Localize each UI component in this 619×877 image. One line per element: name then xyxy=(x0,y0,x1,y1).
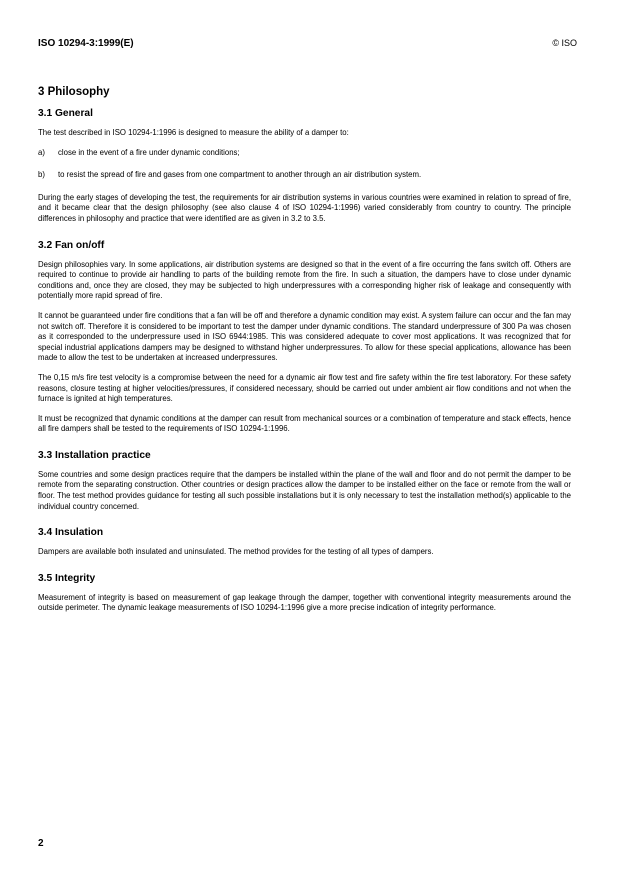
section-3-5-paragraph: Measurement of integrity is based on measurement of gap leakage through the damper, together with conventional integrity measurements around the outside perimeter. The dynamic leakage measurements of ISO 10294-1:1996 give a more precise indication of integrity performance. xyxy=(38,592,571,613)
section-3-2-paragraph-3: The 0,15 m/s fire test velocity is a compromise between the need for a dynamic air flow test and fire safety within the fire test laboratory. For these safety reasons, closure testing at higher velocities/pressures, if considered necessary, should be carried out under ambient air flow conditions and not when the furnace is ignited at high temperatures. xyxy=(38,372,571,404)
section-3-4-heading: 3.4 Insulation xyxy=(38,527,104,539)
copyright-notice: © ISO xyxy=(552,38,577,48)
list-item xyxy=(38,170,571,181)
section-3-heading: 3 Philosophy xyxy=(38,86,110,98)
page-number: 2 xyxy=(38,838,44,849)
list-marker: b) xyxy=(38,170,45,180)
section-3-2-paragraph-2: It cannot be guaranteed under fire conditions that a fan will be off and therefore a dynamic condition may exist. A system failure can occur and the fan may not switch off. Therefore it is considered to be important to test the damper under dynamic conditions. The standard underpressure of 300 Pa was chosen as it corresponded to the underpressure used in ISO 6944:1985. This was considered adequate to cover most applications. It was recognized that for special industrial applications dampers may be designed to withstand higher underpressures. To allow for these special applications, allowance has been made to allow the test to be undertaken at increased underpressures. xyxy=(38,310,571,363)
list-text: close in the event of a fire under dynamic conditions; xyxy=(58,147,240,157)
section-3-3-heading: 3.3 Installation practice xyxy=(38,449,151,461)
section-3-2-paragraph-4: It must be recognized that dynamic conditions at the damper can result from mechanical sources or a combination of temperature and stack effects, hence all fire dampers shall be tested to the requirements of ISO 10294-1:1996. xyxy=(38,413,571,434)
list-text: to resist the spread of fire and gases from one compartment to another through an air distribution system. xyxy=(58,170,422,180)
section-3-2-heading: 3.2 Fan on/off xyxy=(38,239,105,251)
section-3-1-paragraph: During the early stages of developing the test, the requirements for air distribution systems in various countries were examined in relation to spread of fire, and it became clear that the design philosophy (see also clause 4 of ISO 10294-1:1996) varied considerably from country to country. The principle differences in philosophy and practice that were identified are as given in 3.2 to 3.5. xyxy=(38,192,571,223)
section-3-1-intro: The test described in ISO 10294-1:1996 is designed to measure the ability of a damper to: xyxy=(38,128,349,137)
list-item xyxy=(38,148,571,159)
document-id: ISO 10294-3:1999(E) xyxy=(38,38,134,49)
page-body xyxy=(38,86,571,623)
section-3-1-heading: 3.1 General xyxy=(38,108,93,119)
section-3-4-paragraph: Dampers are available both insulated and uninsulated. The method provides for the testing of all types of dampers. xyxy=(38,547,434,557)
section-3-5-heading: 3.5 Integrity xyxy=(38,572,96,584)
section-3-2-paragraph-1: Design philosophies vary. In some applications, air distribution systems are designed so that in the event of a fire occurring the fans switch off. Others are required to continue to provide air handling to parts of the building remote from the fire. In such a situation, the dampers have to close under dynamic conditions and, once they are closed, they may be subjected to high underpressures with a corresponding higher risk of leakage and consequently with potentially more rapid spread of fire. xyxy=(38,259,571,301)
list-marker: a) xyxy=(38,147,45,157)
section-3-3-paragraph: Some countries and some design practices require that the dampers be installed within the plane of the wall and floor and do not permit the damper to be remote from the separating construction. Other countries or design practices allow the damper to be installed either on the face or remote from the wall or floor. The test method provides guidance for testing all such possible installations but it is only necessary to test the installation method(s) applicable to the individual country concerned. xyxy=(38,469,571,511)
